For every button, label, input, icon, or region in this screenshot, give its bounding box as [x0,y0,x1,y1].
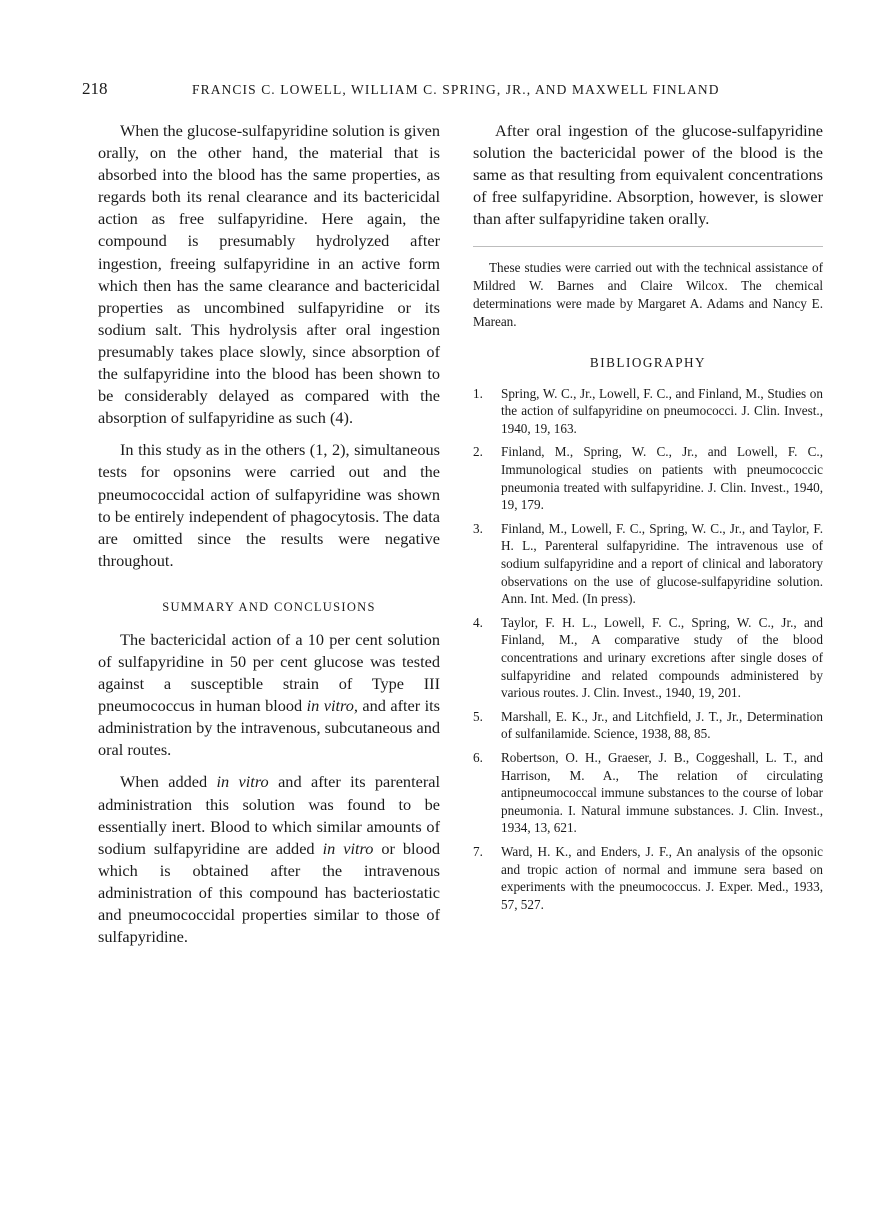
right-column [473,120,823,919]
bibliography-entry [473,520,823,608]
entry-number: 6. [473,749,483,765]
entry-number: 7. [473,843,483,859]
page-number: 218 [82,79,108,98]
italic-text: in vitro [216,772,269,792]
bibliography-entry [473,708,823,743]
entry-number: 4. [473,614,483,630]
entry-text: Robertson, O. H., Graeser, J. B., Coggeshall, L. T., and Harrison, M. A., The relation of circulating antipneumococcal immune substances to the course of lobar pneumonia. I. Natural immune substances. J. Clin. Invest., 1934, 13, 621. [501,749,823,836]
left-column [98,120,440,948]
text-run: or blood which is obtained after the intravenous administration of this compound has bacteriostatic and pneumococcidal properties similar to those of sulfapyridine. [98,838,440,947]
entry-text: Spring, W. C., Jr., Lowell, F. C., and Finland, M., Studies on the action of sulfapyridine on pneumococci. J. Clin. Invest., 1940, 19, 163. [501,385,823,436]
entry-number: 3. [473,520,483,536]
bibliography-entry [473,749,823,837]
paragraph: In this study as in the others (1, 2), simultaneous tests for opsonins were carried out and the pneumococcidal action of sulfapyridine was shown to be entirely independent of phagocytosis. The data are omitted since the results were negative throughout. [98,440,440,570]
bibliography-entry [473,443,823,513]
entry-text: Taylor, F. H. L., Lowell, F. C., Spring, W. C., Jr., and Finland, M., A comparative study of the blood concentrations and urinary excretions after single doses of sulfapyridine and related compounds administered by various routes. J. Clin. Invest., 1940, 19, 201. [501,614,823,701]
running-head: FRANCIS C. LOWELL, WILLIAM C. SPRING, JR., AND MAXWELL FINLAND [192,82,720,97]
entry-number: 5. [473,708,483,724]
paragraph: When the glucose-sulfapyridine solution is given orally, on the other hand, the material that is absorbed into the blood has the same properties, as regards both its renal clearance and its bactericidal action as free sulfapyridine. Here again, the compound is presumably hydrolyzed after ingestion, freeing sulfapyridine in an active form which then has the same clearance and bactericidal properties as uncombined sulfapyridine or its sodium salt. This hydrolysis after oral ingestion presumably takes place slowly, since absorption of the sulfapyridine into the blood has been shown to be considerably delayed as compared with the absorption of sulfapyridine as such (4). [98,121,440,428]
text-run: The bactericidal action of a 10 per cent solution of sulfapyridine in 50 per cent glucose was tested against a susceptible strain of Type III pneumococcus in human blood [98,629,440,716]
bibliography-heading: BIBLIOGRAPHY [589,354,707,370]
entry-text: Finland, M., Spring, W. C., Jr., and Lowell, F. C., Immunological studies on patients with pneumococcic pneumonia treated with sulfapyridine. J. Clin. Invest., 1940, 19, 179. [501,444,823,513]
bibliography-list [473,385,823,914]
bibliography-entry [473,385,823,438]
divider [473,246,823,247]
bibliography-entry [473,843,823,913]
italic-text: in vitro, [306,696,358,716]
italic-text: in vitro [322,838,374,858]
summary-heading: SUMMARY AND CONCLUSIONS [162,599,376,614]
entry-text: Marshall, E. K., Jr., and Litchfield, J. T., Jr., Determination of sulfanilamide. Science, 1938, 88, 85. [501,708,823,742]
bibliography-entry [473,614,823,702]
text-run: and after its parenteral administration this solution was found to be essentially inert. Blood to which similar amounts of sodium sulfapyridine are added [98,772,440,858]
text-run: When added [120,772,217,792]
summary-paragraph [98,629,440,762]
entry-number: 2. [473,444,483,460]
text-run: and after its administration by the intravenous, subcutaneous and oral routes. [98,696,441,760]
summary-paragraph: After oral ingestion of the glucose-sulfapyridine solution the bactericidal power of the blood is the same as that resulting from equivalent concentrations of free sulfapyridine. Absorption, however, is slower than after sulfapyridine taken orally. [473,121,823,229]
entry-text: Ward, H. K., and Enders, J. F., An analysis of the opsonic and tropic action of normal and immune sera based on experiments with the pneumococcus. J. Exper. Med., 1933, 57, 527. [501,843,823,912]
summary-paragraph [98,771,440,948]
entry-number: 1. [473,385,483,401]
entry-text: Finland, M., Lowell, F. C., Spring, W. C., Jr., and Taylor, F. H. L., Parenteral sulfapyridine. The intravenous use of sodium sulfapyridine and a report of clinical and laboratory observations on the use of glucose-sulfapyridine solution. Ann. Int. Med. (In press). [501,520,823,607]
acknowledgment: These studies were carried out with the technical assistance of Mildred W. Barnes and Claire Wilcox. The chemical determinations were made by Margaret A. Adams and Nancy E. Marean. [473,260,823,329]
